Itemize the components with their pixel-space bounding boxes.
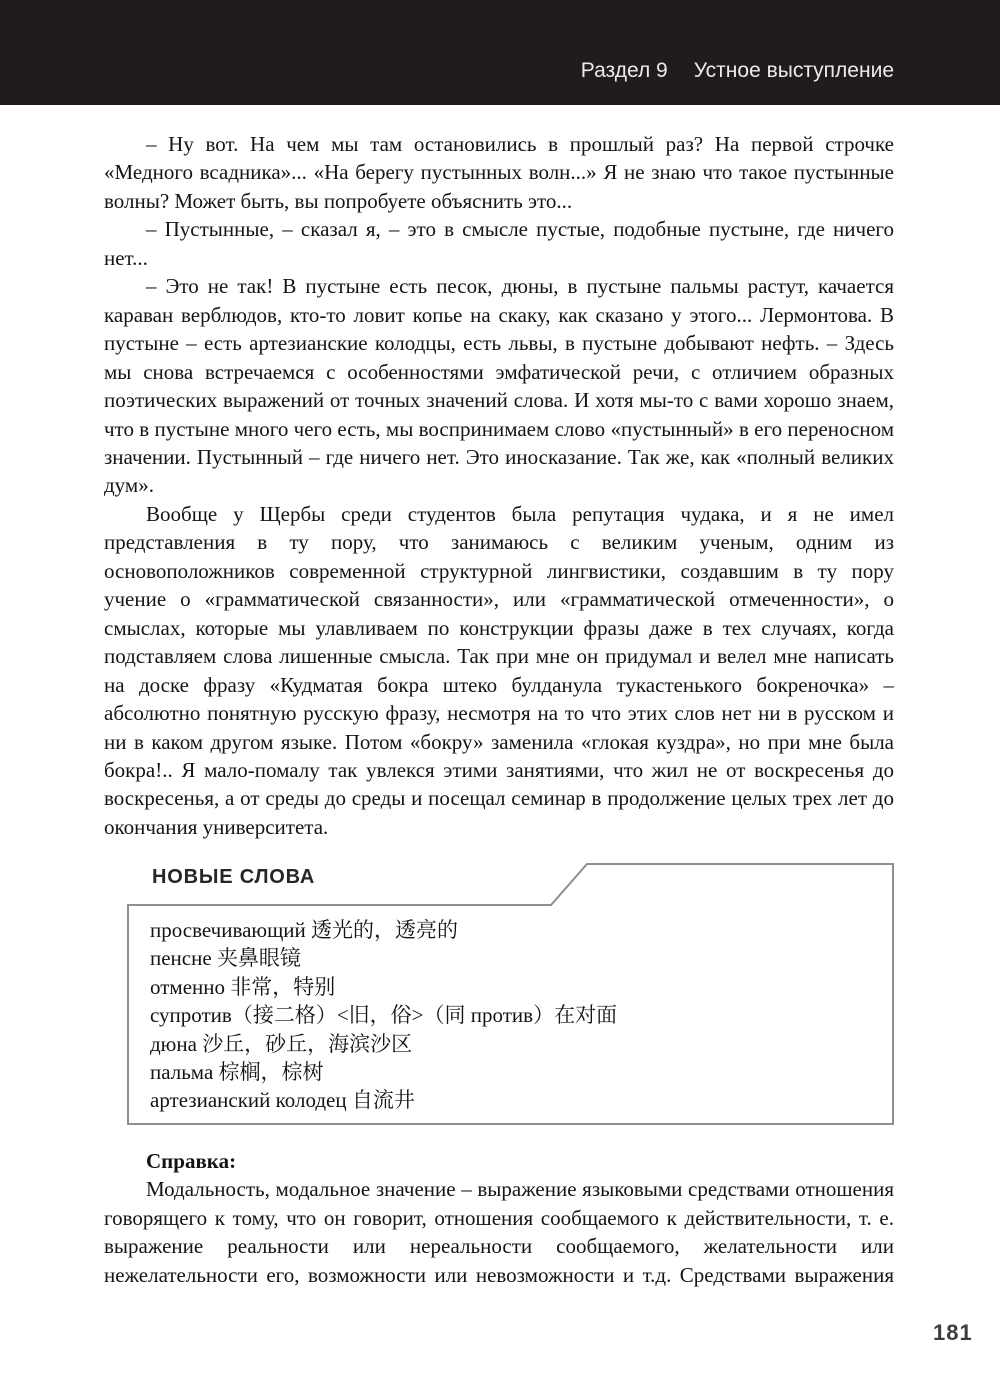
chapter-header-bar bbox=[0, 0, 1000, 105]
vocab-term: дюна bbox=[150, 1031, 197, 1056]
vocab-translation: 自流井 bbox=[351, 1088, 415, 1113]
vocab-term: отменно bbox=[150, 974, 225, 999]
vocab-translation: 棕榈，棕树 bbox=[218, 1060, 324, 1085]
vocab-item bbox=[150, 973, 870, 1001]
vocab-list bbox=[150, 916, 870, 1115]
vocab-term: артезианский колодец bbox=[150, 1088, 347, 1113]
vocab-term: пальма bbox=[150, 1060, 214, 1085]
vocab-term: просвечивающий bbox=[150, 918, 306, 942]
reference-paragraph: Модальность, модальное значение – выражение языковыми средствами отношения говорящего к тому, что он говорит, отношения сообщаемого к действительности, т. е. выражение реальности или нереальности сообщаемого, желательности или нежелательности его, возможности или невозможности и т.д. Средствами выражения bbox=[104, 1177, 894, 1287]
reference-heading: Справка: bbox=[146, 1149, 237, 1173]
vocab-translation: 夹鼻眼镜 bbox=[216, 946, 301, 971]
vocab-item bbox=[150, 944, 870, 972]
vocab-translation: （接二格）<旧，俗>（同 против）在对面 bbox=[231, 1003, 618, 1028]
vocab-translation: 非常，特别 bbox=[230, 974, 336, 999]
vocab-item bbox=[150, 916, 870, 944]
chapter-section-label: Раздел 9 bbox=[580, 59, 668, 82]
vocab-translation: 透光的，透亮的 bbox=[311, 918, 459, 942]
paragraph-dialog-3: – Это не так! В пустыне есть песок, дюны, в пустыне пальмы растут, качается караван верблюдов, кто-то ловит копье на скаку, как сказано у этого... Лермонтова. В пустыне – есть артезианские колодцы, есть львы, в пустыне добывают нефть. – Здесь мы снова встречаемся с особенностями эмфатической речи, с отличием образных поэтических выражений от точных значений слова. И хотя мы-то с вами хорошо знаем, что в пустыне много чего есть, мы воспринимаем слово «пустынный» в его переносном значении. Пустынный – где ничего нет. Это иносказание. Так же, как «полный великих дум». bbox=[104, 274, 894, 498]
vocab-translation: 沙丘，砂丘，海滨沙区 bbox=[202, 1031, 413, 1056]
chapter-section-title: Устное выступление bbox=[693, 59, 894, 82]
chapter-header-text bbox=[581, 60, 894, 82]
vocab-item bbox=[150, 1058, 870, 1086]
vocab-item bbox=[150, 1030, 870, 1058]
paragraph-dialog-2: – Пустынные, – сказал я, – это в смысле пустые, подобные пустыне, где ничего нет... bbox=[104, 217, 894, 270]
reference-section bbox=[104, 1147, 894, 1289]
vocab-term: супротив bbox=[150, 1003, 232, 1028]
vocab-item bbox=[150, 1086, 870, 1114]
vocab-item bbox=[150, 1001, 870, 1029]
vocab-section-heading: НОВЫЕ СЛОВА bbox=[152, 866, 316, 888]
main-text-column bbox=[104, 130, 894, 852]
paragraph-dialog-1: – Ну вот. На чем мы там остановились в прошлый раз? На первой строчке «Медного всадника»... «На берегу пустынных волн...» Я не знаю что такое пустынные волны? Может быть, вы попробуете объяснить это... bbox=[104, 132, 894, 213]
paragraph-narrative: Вообще у Щербы среди студентов была репутация чудака, и я не имел представления в ту пору, что занимаюсь с великим ученым, одним из основоположников современной структурной лингвистики, создавшим в ту пору учение о «грамматической связанности», или «грамматической отмеченности», о смыслах, которые мы улавливаем по конструкции фразы даже в тех случаях, когда подставляем слова лишенные смысла. Так при мне он придумал и велел мне написать на доске фразу «Кудматая бокра штеко булданула тукастенького бокреночка» – абсолютно понятную русскую фразу, несмотря на то что этих слов нет ни в русском и ни в каком другом языке. Потом «бокру» заменила «глокая куздра», но при мне была бокра!.. Я мало-помалу так увлекся этими занятиями, что жил не от воскресенья до воскресенья, а от среды до среды и посещал семинар в продолжение целых трех лет до окончания университета. bbox=[104, 501, 894, 839]
page-number: 181 bbox=[933, 1320, 973, 1345]
vocab-term: пенсне bbox=[150, 946, 212, 971]
